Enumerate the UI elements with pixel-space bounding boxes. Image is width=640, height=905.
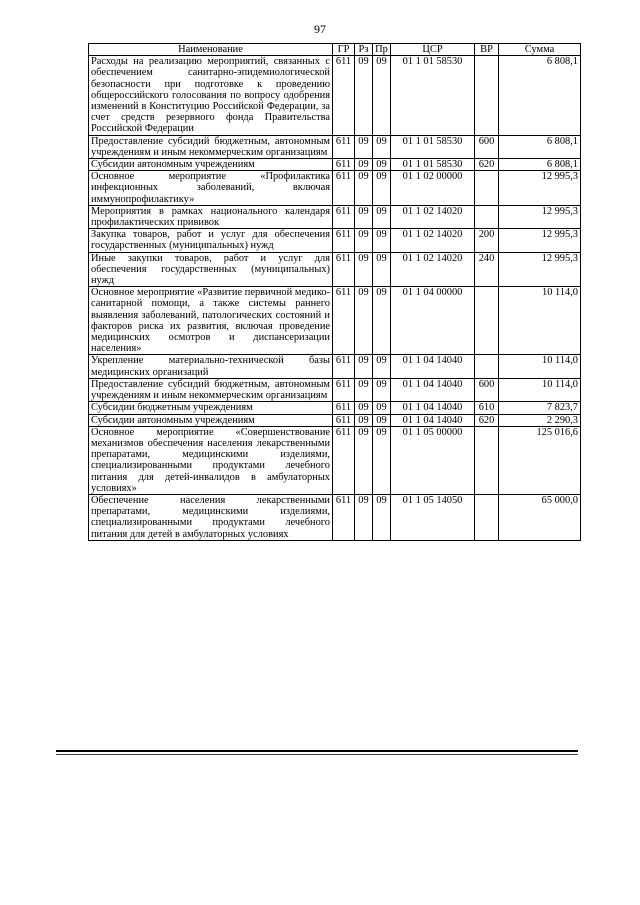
row-rz: 09 xyxy=(355,355,373,378)
table-row xyxy=(89,171,581,206)
row-vr xyxy=(475,355,499,378)
row-name: Расходы на реализацию мероприятий, связанных с обеспечением санитарно-эпидемиологической безопасности при подготовке к проведению общероссийского голосования по вопросу одобрения изменений в Конституцию Российской Федерации, за счет средств резервного фонда Правительства Российской Федерации xyxy=(89,56,333,135)
row-sum: 65 000,0 xyxy=(499,494,581,540)
row-rz: 09 xyxy=(355,414,373,426)
table-header-row xyxy=(89,44,581,56)
row-gr: 611 xyxy=(333,229,355,252)
table-row xyxy=(89,426,581,494)
row-sum: 7 823,7 xyxy=(499,402,581,414)
row-name: Субсидии бюджетным учреждениям xyxy=(89,402,333,414)
row-csr: 01 1 04 00000 xyxy=(391,287,475,355)
table-row xyxy=(89,159,581,171)
row-pr: 09 xyxy=(373,56,391,135)
row-rz: 09 xyxy=(355,494,373,540)
row-gr: 611 xyxy=(333,205,355,228)
row-vr xyxy=(475,287,499,355)
row-gr: 611 xyxy=(333,159,355,171)
footer-divider-thin xyxy=(56,754,578,755)
row-sum: 6 808,1 xyxy=(499,159,581,171)
page-number: 97 xyxy=(314,22,326,36)
row-gr: 611 xyxy=(333,414,355,426)
row-vr xyxy=(475,494,499,540)
row-csr: 01 1 04 14040 xyxy=(391,378,475,401)
row-vr: 620 xyxy=(475,159,499,171)
table-row xyxy=(89,287,581,355)
row-pr: 09 xyxy=(373,402,391,414)
table-row xyxy=(89,402,581,414)
row-csr: 01 1 04 14040 xyxy=(391,355,475,378)
row-sum: 125 016,6 xyxy=(499,426,581,494)
row-name: Предоставление субсидий бюджетным, автономным учреждениям и иным некоммерческим организациям xyxy=(89,135,333,158)
row-csr: 01 1 04 14040 xyxy=(391,414,475,426)
row-csr: 01 1 01 58530 xyxy=(391,159,475,171)
row-vr: 600 xyxy=(475,378,499,401)
header-name: Наименование xyxy=(89,44,333,56)
header-vr: ВР xyxy=(475,44,499,56)
table-row xyxy=(89,355,581,378)
row-pr: 09 xyxy=(373,355,391,378)
row-vr xyxy=(475,205,499,228)
row-csr: 01 1 05 00000 xyxy=(391,426,475,494)
row-pr: 09 xyxy=(373,252,391,287)
row-pr: 09 xyxy=(373,494,391,540)
row-gr: 611 xyxy=(333,426,355,494)
row-gr: 611 xyxy=(333,287,355,355)
row-csr: 01 1 02 14020 xyxy=(391,229,475,252)
row-rz: 09 xyxy=(355,56,373,135)
table-row xyxy=(89,378,581,401)
header-csr: ЦСР xyxy=(391,44,475,56)
row-name: Субсидии автономным учреждениям xyxy=(89,159,333,171)
row-csr: 01 1 01 58530 xyxy=(391,56,475,135)
row-sum: 10 114,0 xyxy=(499,378,581,401)
table-row xyxy=(89,205,581,228)
row-pr: 09 xyxy=(373,205,391,228)
row-vr: 240 xyxy=(475,252,499,287)
table-row xyxy=(89,414,581,426)
row-vr: 610 xyxy=(475,402,499,414)
row-name: Основное мероприятие «Развитие первичной медико-санитарной помощи, а также системы раннего выявления заболеваний, патологических состояний и факторов риска их развития, включая проведение медицинских осмотров и диспансеризации населения» xyxy=(89,287,333,355)
row-vr: 620 xyxy=(475,414,499,426)
row-pr: 09 xyxy=(373,414,391,426)
row-name: Предоставление субсидий бюджетным, автономным учреждениям и иным некоммерческим организациям xyxy=(89,378,333,401)
row-csr: 01 1 02 00000 xyxy=(391,171,475,206)
row-name: Закупка товаров, работ и услуг для обеспечения государственных (муниципальных) нужд xyxy=(89,229,333,252)
table-row xyxy=(89,252,581,287)
row-csr: 01 1 04 14040 xyxy=(391,402,475,414)
row-rz: 09 xyxy=(355,378,373,401)
row-pr: 09 xyxy=(373,229,391,252)
row-rz: 09 xyxy=(355,287,373,355)
row-sum: 12 995,3 xyxy=(499,171,581,206)
budget-table xyxy=(88,43,581,541)
row-csr: 01 1 01 58530 xyxy=(391,135,475,158)
row-gr: 611 xyxy=(333,378,355,401)
row-vr: 200 xyxy=(475,229,499,252)
row-rz: 09 xyxy=(355,252,373,287)
row-rz: 09 xyxy=(355,171,373,206)
row-sum: 6 808,1 xyxy=(499,56,581,135)
row-pr: 09 xyxy=(373,135,391,158)
row-pr: 09 xyxy=(373,378,391,401)
header-sum: Сумма xyxy=(499,44,581,56)
row-csr: 01 1 02 14020 xyxy=(391,252,475,287)
row-vr xyxy=(475,56,499,135)
row-name: Мероприятия в рамках национального календаря профилактических прививок xyxy=(89,205,333,228)
row-pr: 09 xyxy=(373,287,391,355)
row-rz: 09 xyxy=(355,135,373,158)
header-rz: Рз xyxy=(355,44,373,56)
row-vr: 600 xyxy=(475,135,499,158)
row-sum: 6 808,1 xyxy=(499,135,581,158)
row-name: Основное мероприятие «Профилактика инфекционных заболеваний, включая иммунопрофилактику» xyxy=(89,171,333,206)
table-row xyxy=(89,135,581,158)
row-sum: 12 995,3 xyxy=(499,229,581,252)
row-sum: 10 114,0 xyxy=(499,287,581,355)
row-name: Субсидии автономным учреждениям xyxy=(89,414,333,426)
row-rz: 09 xyxy=(355,426,373,494)
row-gr: 611 xyxy=(333,56,355,135)
row-name: Основное мероприятие «Совершенствование механизмов обеспечения населения лекарственными препаратами, медицинскими изделиями, специализированными продуктами лечебного питания для детей-инвалидов в амбулаторных условиях» xyxy=(89,426,333,494)
row-rz: 09 xyxy=(355,205,373,228)
row-csr: 01 1 05 14050 xyxy=(391,494,475,540)
table-row xyxy=(89,56,581,135)
header-pr: Пр xyxy=(373,44,391,56)
row-sum: 12 995,3 xyxy=(499,252,581,287)
row-rz: 09 xyxy=(355,159,373,171)
row-vr xyxy=(475,171,499,206)
row-csr: 01 1 02 14020 xyxy=(391,205,475,228)
row-gr: 611 xyxy=(333,355,355,378)
row-gr: 611 xyxy=(333,135,355,158)
table-row xyxy=(89,494,581,540)
row-name: Иные закупки товаров, работ и услуг для обеспечения государственных (муниципальных) нужд xyxy=(89,252,333,287)
table-row xyxy=(89,229,581,252)
row-name: Укрепление материально-технической базы медицинских организаций xyxy=(89,355,333,378)
row-gr: 611 xyxy=(333,171,355,206)
row-pr: 09 xyxy=(373,159,391,171)
row-name: Обеспечение населения лекарственными препаратами, медицинскими изделиями, специализированными продуктами лечебного питания для детей в амбулаторных условиях xyxy=(89,494,333,540)
header-gr: ГР xyxy=(333,44,355,56)
row-sum: 2 290,3 xyxy=(499,414,581,426)
row-rz: 09 xyxy=(355,402,373,414)
row-pr: 09 xyxy=(373,426,391,494)
row-sum: 10 114,0 xyxy=(499,355,581,378)
footer-divider xyxy=(56,750,578,752)
row-sum: 12 995,3 xyxy=(499,205,581,228)
row-gr: 611 xyxy=(333,252,355,287)
row-gr: 611 xyxy=(333,402,355,414)
row-vr xyxy=(475,426,499,494)
row-pr: 09 xyxy=(373,171,391,206)
row-gr: 611 xyxy=(333,494,355,540)
row-rz: 09 xyxy=(355,229,373,252)
